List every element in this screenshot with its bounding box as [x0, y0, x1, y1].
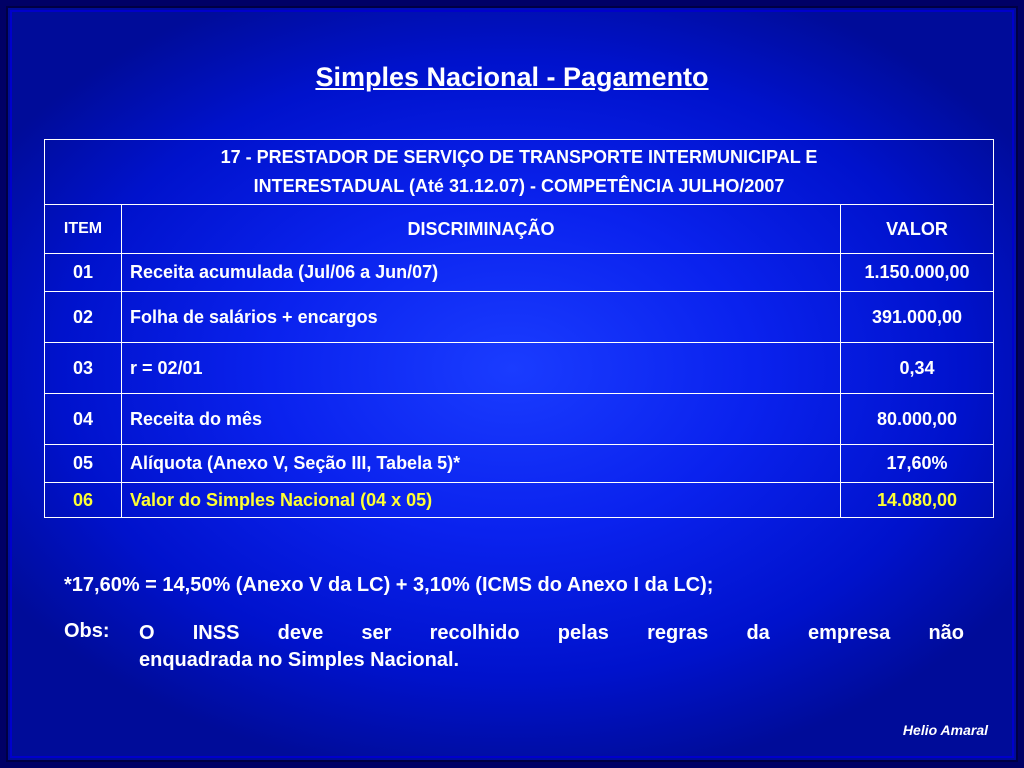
footnote: *17,60% = 14,50% (Anexo V da LC) + 3,10% (ICMS do Anexo I da LC);: [64, 574, 714, 596]
row-item: 02: [45, 292, 122, 343]
slide: [6, 6, 1018, 762]
table-caption-line1: 17 - PRESTADOR DE SERVIÇO DE TRANSPORTE INTERMUNICIPAL E: [220, 147, 818, 167]
row-value: 80.000,00: [841, 394, 994, 445]
observation-line2: enquadrada no Simples Nacional.: [139, 649, 460, 671]
table-row-highlight: [45, 483, 994, 518]
observation: [64, 620, 964, 674]
row-desc: Folha de salários + encargos: [122, 292, 841, 343]
header-value: VALOR: [841, 205, 994, 254]
row-desc: r = 02/01: [122, 343, 841, 394]
row-item: 03: [45, 343, 122, 394]
table-row: [45, 445, 994, 483]
header-item: ITEM: [45, 205, 122, 254]
row-desc: Alíquota (Anexo V, Seção III, Tabela 5)*: [122, 445, 841, 483]
row-value: 391.000,00: [841, 292, 994, 343]
row-item: 01: [45, 254, 122, 292]
row-item: 04: [45, 394, 122, 445]
row-value: 0,34: [841, 343, 994, 394]
row-value: 1.150.000,00: [841, 254, 994, 292]
table-row: [45, 394, 994, 445]
observation-label: Obs:: [64, 620, 110, 642]
header-desc: DISCRIMINAÇÃO: [122, 205, 841, 254]
table-caption: [45, 140, 994, 205]
row-desc: Valor do Simples Nacional (04 x 05): [122, 483, 841, 518]
table-header-row: [45, 205, 994, 254]
payment-table: [44, 139, 994, 518]
table-caption-line2: INTERESTADUAL (Até 31.12.07) - COMPETÊNCIA JULHO/2007: [253, 176, 785, 196]
table-caption-row: [45, 140, 994, 205]
table-row: [45, 292, 994, 343]
slide-title: Simples Nacional - Pagamento: [315, 62, 709, 92]
row-value: 14.080,00: [841, 483, 994, 518]
row-item: 05: [45, 445, 122, 483]
row-item: 06: [45, 483, 122, 518]
observation-line1: O INSS deve ser recolhido pelas regras da empresa não: [139, 622, 964, 644]
table-row: [45, 343, 994, 394]
author-footer: Helio Amaral: [902, 722, 988, 738]
row-value: 17,60%: [841, 445, 994, 483]
row-desc: Receita acumulada (Jul/06 a Jun/07): [122, 254, 841, 292]
observation-text: [139, 620, 964, 674]
row-desc: Receita do mês: [122, 394, 841, 445]
table-row: [45, 254, 994, 292]
